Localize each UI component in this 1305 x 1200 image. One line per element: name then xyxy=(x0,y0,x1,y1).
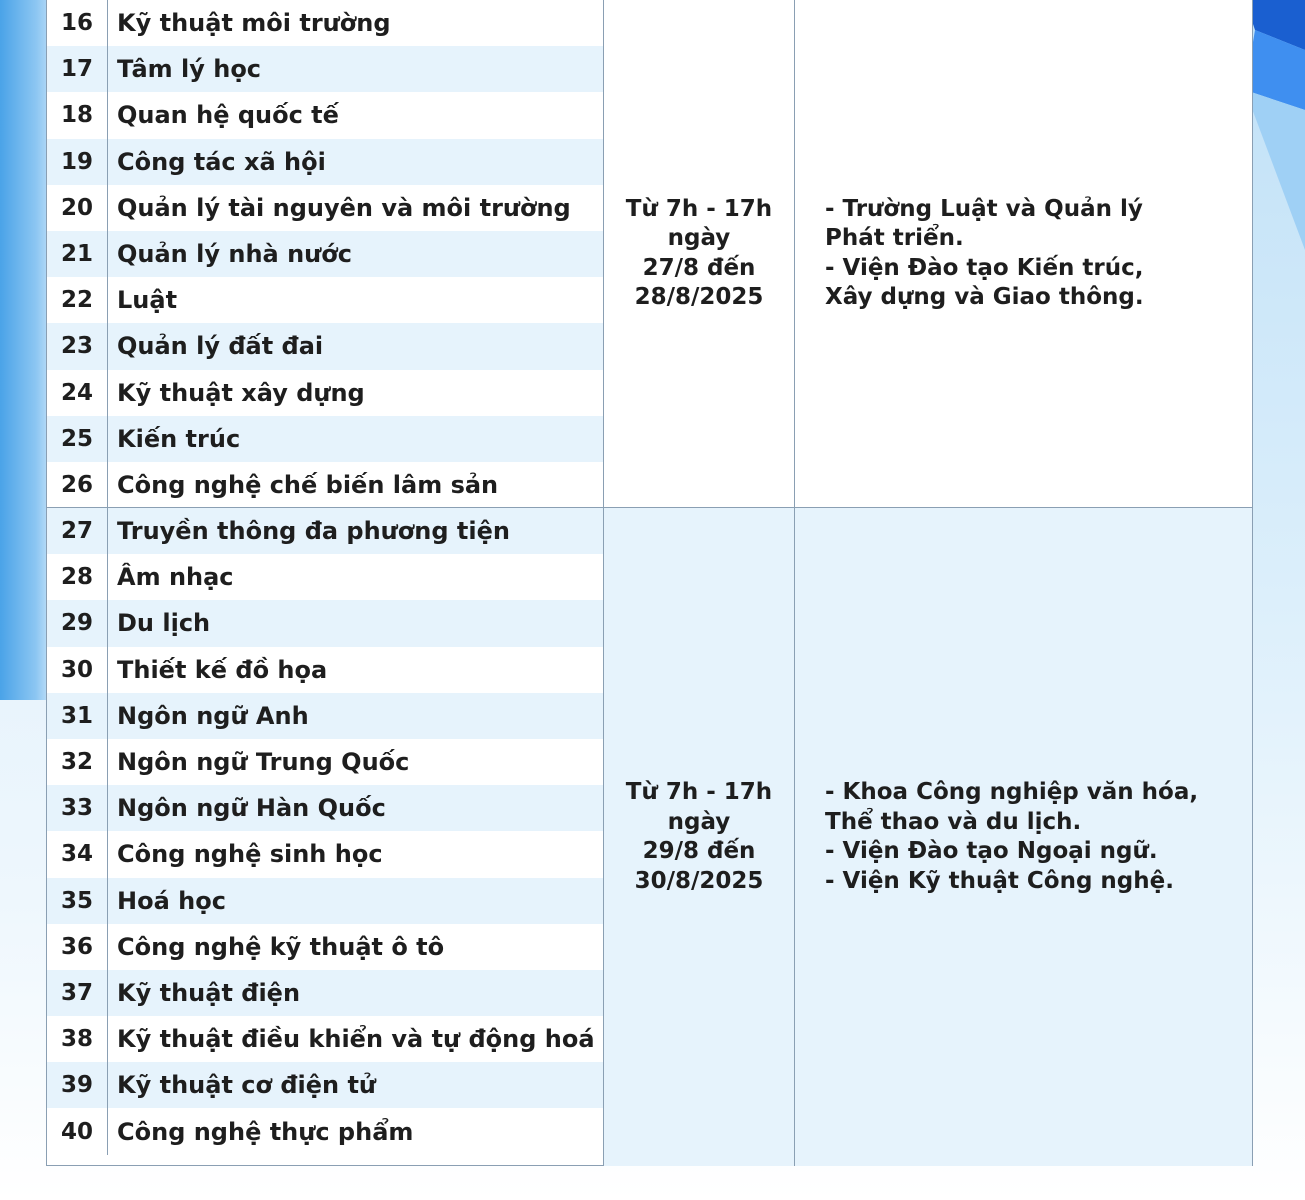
table-row xyxy=(47,831,603,877)
unit-cell xyxy=(795,508,1252,1166)
table-row xyxy=(47,1016,603,1062)
row-number: 33 xyxy=(47,785,108,831)
row-number: 39 xyxy=(47,1062,108,1108)
major-name: Công nghệ chế biến lâm sản xyxy=(117,470,499,499)
table-row xyxy=(47,1062,603,1108)
table-row xyxy=(47,878,603,924)
time-line: 28/8/2025 xyxy=(634,284,764,310)
major-name: Âm nhạc xyxy=(117,563,234,592)
unit-line: - Khoa Công nghiệp văn hóa, xyxy=(825,779,1199,805)
row-number: 25 xyxy=(47,416,108,462)
table-row xyxy=(47,185,603,231)
table-row xyxy=(47,462,603,508)
row-number: 37 xyxy=(47,970,108,1016)
table-row xyxy=(47,139,603,185)
unit-line: Thể thao và du lịch. xyxy=(825,808,1082,835)
table-row xyxy=(47,924,603,970)
time-line: 27/8 đến xyxy=(642,254,756,281)
row-number: 20 xyxy=(47,185,108,231)
row-number: 22 xyxy=(47,277,108,323)
time-cell xyxy=(603,0,795,507)
major-name: Quản lý đất đai xyxy=(117,332,324,361)
schedule-group-1 xyxy=(47,0,1252,507)
schedule-table xyxy=(46,0,1253,1166)
table-row xyxy=(47,231,603,277)
unit-line: - Trường Luật và Quản lý xyxy=(825,195,1143,222)
major-name: Ngôn ngữ Anh xyxy=(117,701,309,730)
time-line: ngày xyxy=(667,225,731,251)
table-row xyxy=(47,0,603,46)
row-number: 36 xyxy=(47,924,108,970)
time-line: Từ 7h - 17h xyxy=(625,779,773,805)
unit-line: - Viện Đào tạo Kiến trúc, xyxy=(825,254,1144,281)
major-name: Ngôn ngữ Hàn Quốc xyxy=(117,794,386,823)
table-row xyxy=(47,416,603,462)
row-number: 30 xyxy=(47,647,108,693)
row-number: 27 xyxy=(47,508,108,554)
table-row xyxy=(47,370,603,416)
major-name: Kỹ thuật cơ điện tử xyxy=(117,1071,377,1100)
row-number: 24 xyxy=(47,370,108,416)
unit-line: - Viện Đào tạo Ngoại ngữ. xyxy=(825,838,1158,864)
major-name: Truyền thông đa phương tiện xyxy=(117,517,510,546)
row-number: 18 xyxy=(47,92,108,138)
table-row xyxy=(47,970,603,1016)
table-row xyxy=(47,739,603,785)
major-name: Hoá học xyxy=(117,886,226,915)
row-number: 34 xyxy=(47,831,108,877)
major-name: Công nghệ kỹ thuật ô tô xyxy=(117,932,445,961)
major-name: Quan hệ quốc tế xyxy=(117,101,339,130)
table-row xyxy=(47,46,603,92)
table-row xyxy=(47,554,603,600)
row-number: 23 xyxy=(47,323,108,369)
major-name: Quản lý nhà nước xyxy=(117,240,352,269)
table-row xyxy=(47,1108,603,1154)
major-name: Công tác xã hội xyxy=(117,147,326,176)
table-row xyxy=(47,277,603,323)
table-row xyxy=(47,693,603,739)
time-line: 29/8 đến xyxy=(642,838,756,864)
time-cell xyxy=(603,508,795,1166)
background-right-decoration xyxy=(1245,0,1305,1200)
major-name: Thiết kế đồ họa xyxy=(117,655,328,684)
major-name: Công nghệ sinh học xyxy=(117,840,383,869)
major-list xyxy=(47,508,603,1155)
row-number: 21 xyxy=(47,231,108,277)
major-name: Kỹ thuật điều khiển và tự động hoá xyxy=(117,1025,595,1054)
row-number: 28 xyxy=(47,554,108,600)
row-number: 35 xyxy=(47,878,108,924)
table-row xyxy=(47,785,603,831)
row-number: 38 xyxy=(47,1016,108,1062)
unit-line: Xây dựng và Giao thông. xyxy=(825,284,1144,310)
row-number: 19 xyxy=(47,139,108,185)
major-name: Kiến trúc xyxy=(117,424,241,453)
table-row xyxy=(47,323,603,369)
schedule-group-2 xyxy=(47,507,1252,1166)
major-name: Kỹ thuật điện xyxy=(117,978,301,1007)
major-list xyxy=(47,0,603,508)
table-row xyxy=(47,600,603,646)
row-number: 29 xyxy=(47,600,108,646)
unit-line: - Viện Kỹ thuật Công nghệ. xyxy=(825,867,1174,894)
row-number: 17 xyxy=(47,46,108,92)
table-row xyxy=(47,92,603,138)
major-name: Kỹ thuật môi trường xyxy=(117,9,391,38)
row-number: 32 xyxy=(47,739,108,785)
row-number: 26 xyxy=(47,462,108,508)
row-number: 31 xyxy=(47,693,108,739)
major-name: Quản lý tài nguyên và môi trường xyxy=(117,193,571,222)
major-name: Ngôn ngữ Trung Quốc xyxy=(117,748,410,777)
major-name: Tâm lý học xyxy=(117,55,262,84)
time-line: ngày xyxy=(667,808,731,835)
unit-line: Phát triển. xyxy=(825,225,964,251)
table-row xyxy=(47,647,603,693)
major-name: Công nghệ thực phẩm xyxy=(117,1117,414,1146)
row-number: 16 xyxy=(47,0,108,46)
row-number: 40 xyxy=(47,1108,108,1154)
table-row xyxy=(47,508,603,554)
time-line: 30/8/2025 xyxy=(634,867,764,894)
time-line: Từ 7h - 17h xyxy=(625,195,773,222)
major-name: Du lịch xyxy=(117,609,211,638)
major-name: Kỹ thuật xây dựng xyxy=(117,378,365,407)
major-name: Luật xyxy=(117,286,178,315)
unit-cell xyxy=(795,0,1252,507)
